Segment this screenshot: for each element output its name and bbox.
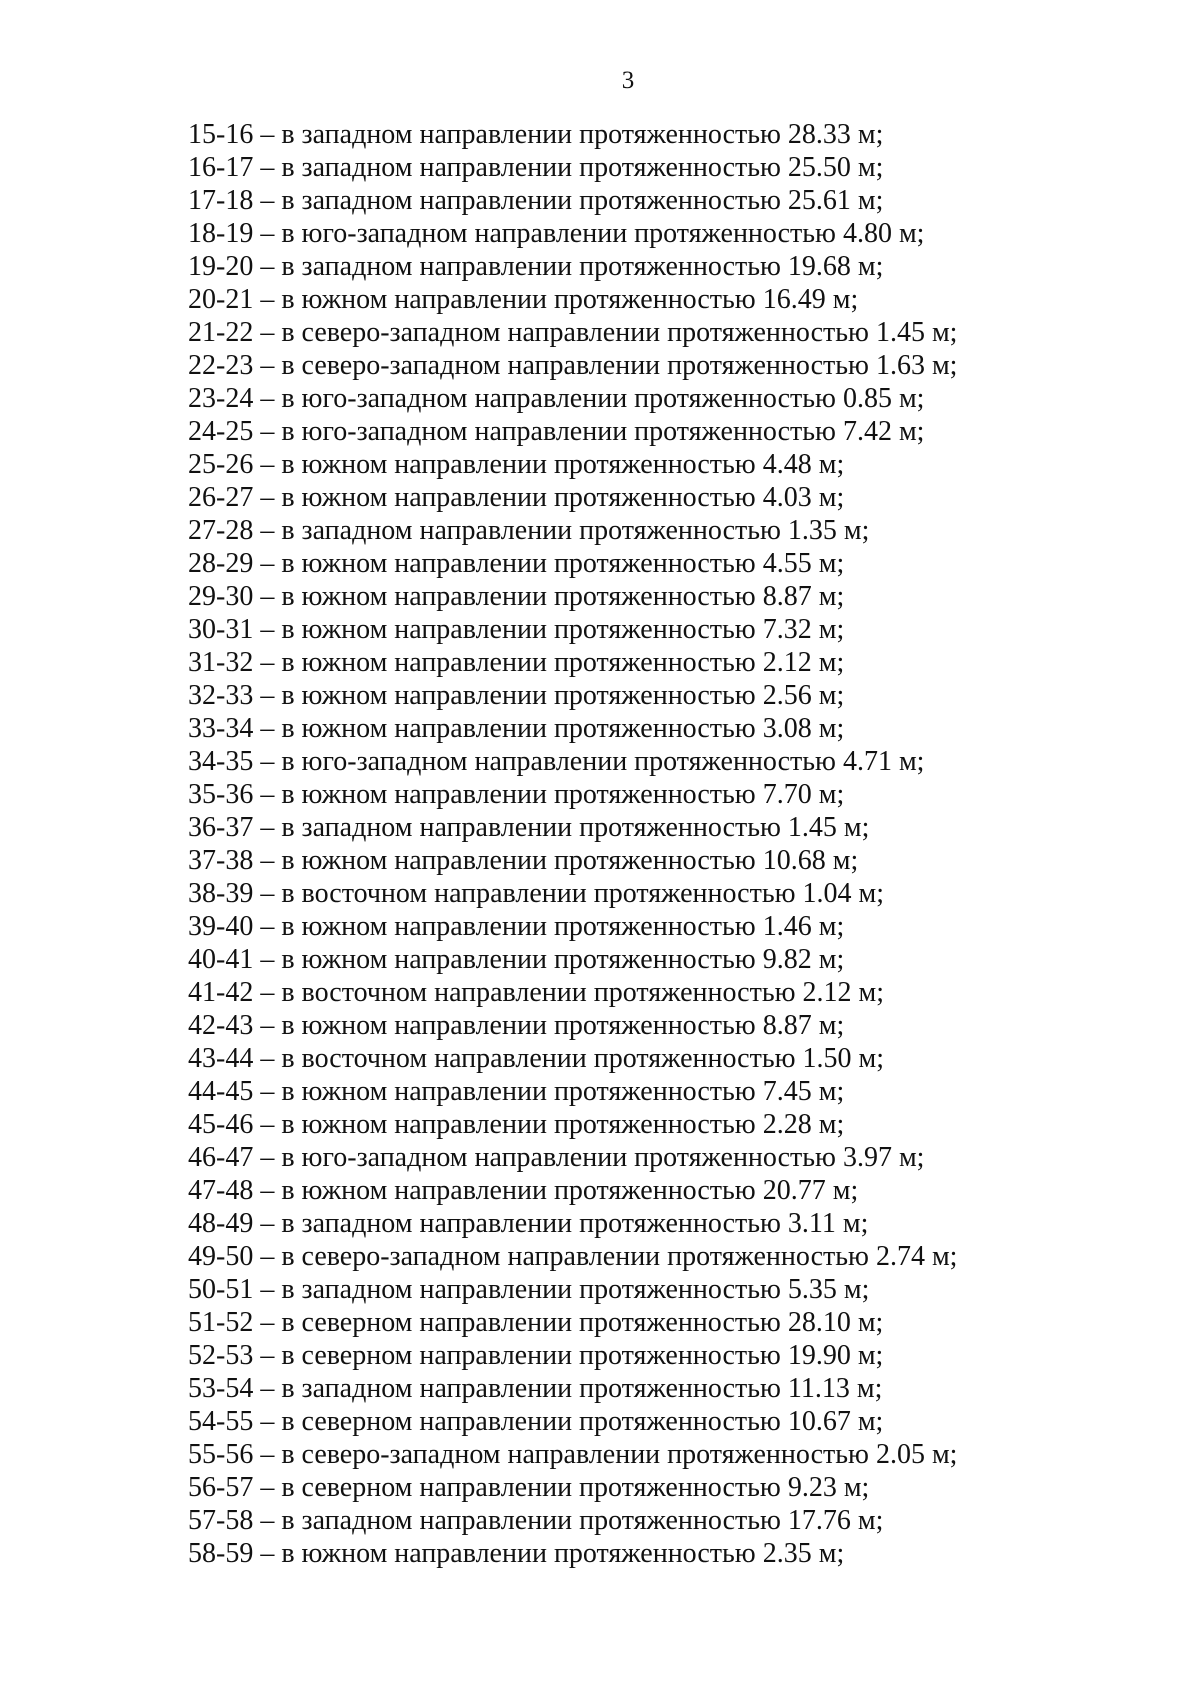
boundary-segment-line: 53-54 – в западном направлении протяженностью 11.13 м; (188, 1373, 883, 1404)
boundary-segment-line: 22-23 – в северо-западном направлении протяженностью 1.63 м; (188, 350, 958, 381)
boundary-segment-line: 44-45 – в южном направлении протяженностью 7.45 м; (188, 1076, 845, 1107)
boundary-segment-line: 21-22 – в северо-западном направлении протяженностью 1.45 м; (188, 317, 958, 348)
boundary-segment-line: 25-26 – в южном направлении протяженностью 4.48 м; (188, 449, 845, 480)
boundary-segment-line: 17-18 – в западном направлении протяженностью 25.61 м; (188, 185, 884, 216)
boundary-segment-line: 18-19 – в юго-западном направлении протяженностью 4.80 м; (188, 218, 925, 249)
boundary-segment-line: 27-28 – в западном направлении протяженностью 1.35 м; (188, 515, 870, 546)
boundary-segment-line: 43-44 – в восточном направлении протяженностью 1.50 м; (188, 1043, 885, 1074)
boundary-segment-line: 39-40 – в южном направлении протяженностью 1.46 м; (188, 911, 845, 942)
boundary-segment-line: 34-35 – в юго-западном направлении протяженностью 4.71 м; (188, 746, 925, 777)
boundary-segment-line: 23-24 – в юго-западном направлении протяженностью 0.85 м; (188, 383, 925, 414)
boundary-segment-line: 49-50 – в северо-западном направлении протяженностью 2.74 м; (188, 1241, 958, 1272)
page-number: 3 (621, 67, 635, 94)
boundary-segment-line: 33-34 – в южном направлении протяженностью 3.08 м; (188, 713, 845, 744)
boundary-segment-line: 28-29 – в южном направлении протяженностью 4.55 м; (188, 548, 845, 579)
boundary-segment-line: 48-49 – в западном направлении протяженностью 3.11 м; (188, 1208, 869, 1239)
boundary-segment-line: 56-57 – в северном направлении протяженностью 9.23 м; (188, 1472, 870, 1503)
boundary-segment-line: 54-55 – в северном направлении протяженностью 10.67 м; (188, 1406, 884, 1437)
boundary-segment-line: 29-30 – в южном направлении протяженностью 8.87 м; (188, 581, 845, 612)
boundary-segment-line: 38-39 – в восточном направлении протяженностью 1.04 м; (188, 878, 885, 909)
boundary-segment-line: 57-58 – в западном направлении протяженностью 17.76 м; (188, 1505, 884, 1536)
boundary-segment-line: 35-36 – в южном направлении протяженностью 7.70 м; (188, 779, 845, 810)
boundary-segment-line: 51-52 – в северном направлении протяженностью 28.10 м; (188, 1307, 884, 1338)
boundary-segment-line: 16-17 – в западном направлении протяженностью 25.50 м; (188, 152, 884, 183)
boundary-segment-line: 47-48 – в южном направлении протяженностью 20.77 м; (188, 1175, 859, 1206)
boundary-segment-line: 31-32 – в южном направлении протяженностью 2.12 м; (188, 647, 845, 678)
boundary-segment-line: 45-46 – в южном направлении протяженностью 2.28 м; (188, 1109, 845, 1140)
boundary-segment-line: 15-16 – в западном направлении протяженностью 28.33 м; (188, 119, 884, 150)
boundary-segment-line: 41-42 – в восточном направлении протяженностью 2.12 м; (188, 977, 885, 1008)
boundary-segment-line: 20-21 – в южном направлении протяженностью 16.49 м; (188, 284, 859, 315)
boundary-segment-line: 30-31 – в южном направлении протяженностью 7.32 м; (188, 614, 845, 645)
boundary-segment-line: 36-37 – в западном направлении протяженностью 1.45 м; (188, 812, 870, 843)
boundary-segment-line: 52-53 – в северном направлении протяженностью 19.90 м; (188, 1340, 884, 1371)
boundary-segment-line: 32-33 – в южном направлении протяженностью 2.56 м; (188, 680, 845, 711)
boundary-segment-list (188, 118, 957, 1570)
boundary-segment-line: 50-51 – в западном направлении протяженностью 5.35 м; (188, 1274, 870, 1305)
boundary-segment-line: 55-56 – в северо-западном направлении протяженностью 2.05 м; (188, 1439, 958, 1470)
boundary-segment-line: 40-41 – в южном направлении протяженностью 9.82 м; (188, 944, 845, 975)
boundary-segment-line: 46-47 – в юго-западном направлении протяженностью 3.97 м; (188, 1142, 925, 1173)
boundary-segment-line: 42-43 – в южном направлении протяженностью 8.87 м; (188, 1010, 845, 1041)
boundary-segment-line: 37-38 – в южном направлении протяженностью 10.68 м; (188, 845, 859, 876)
boundary-segment-line: 19-20 – в западном направлении протяженностью 19.68 м; (188, 251, 884, 282)
boundary-segment-line: 24-25 – в юго-западном направлении протяженностью 7.42 м; (188, 416, 925, 447)
boundary-segment-line: 58-59 – в южном направлении протяженностью 2.35 м; (188, 1538, 845, 1569)
boundary-segment-line: 26-27 – в южном направлении протяженностью 4.03 м; (188, 482, 845, 513)
